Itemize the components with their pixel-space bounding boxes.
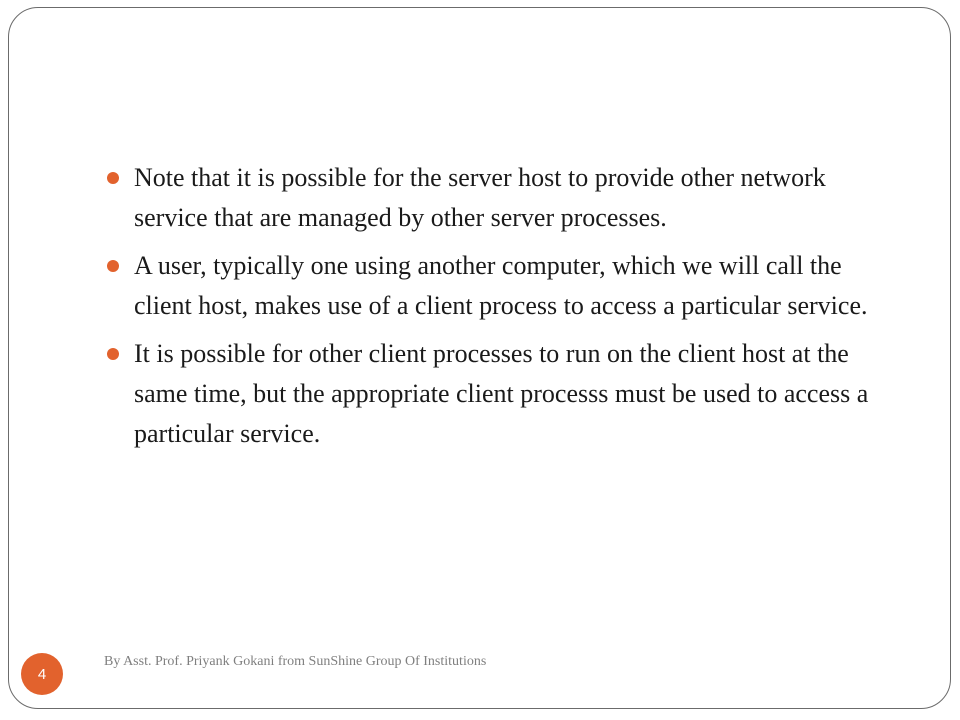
bullet-text: Note that it is possible for the server host to provide other network service that are managed by other server processes. — [134, 163, 826, 232]
page-number-badge — [21, 653, 63, 695]
bullet-list — [104, 158, 894, 454]
bullet-dot-icon — [107, 260, 119, 272]
bullet-item — [104, 158, 894, 238]
bullet-item — [104, 246, 894, 326]
footer-credit: By Asst. Prof. Priyank Gokani from SunShine Group Of Institutions — [104, 654, 487, 669]
slide-content — [104, 158, 894, 462]
bullet-dot-icon — [107, 172, 119, 184]
page-number: 4 — [37, 665, 47, 683]
bullet-text: It is possible for other client processes to run on the client host at the same time, but the appropriate client processs must be used to access a particular service. — [134, 339, 869, 448]
bullet-dot-icon — [107, 348, 119, 360]
bullet-item — [104, 334, 894, 454]
bullet-text: A user, typically one using another computer, which we will call the client host, makes use of a client process to access a particular service. — [134, 251, 868, 320]
